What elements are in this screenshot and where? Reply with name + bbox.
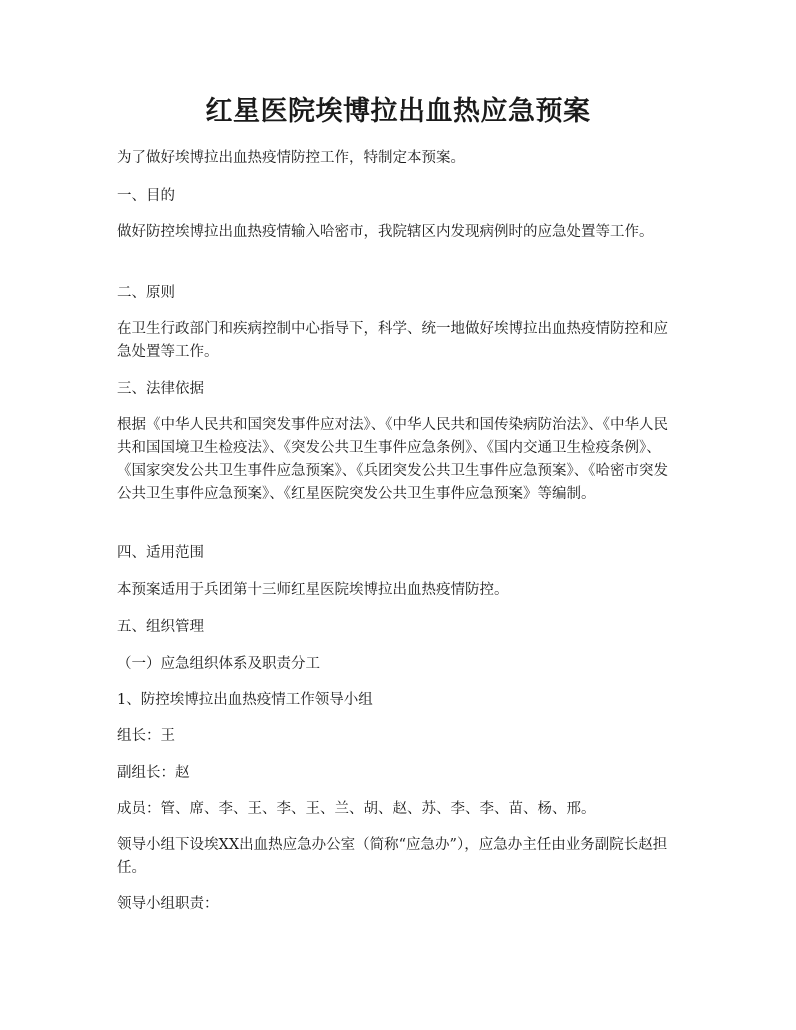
purpose-paragraph: 做好防控埃博拉出血热疫情输入哈密市，我院辖区内发现病例时的应急处置等工作。: [117, 224, 654, 240]
subsection-heading-structure: （一）应急组织体系及职责分工: [117, 656, 320, 672]
section-heading-purpose: 一、目的: [117, 188, 175, 204]
intro-paragraph: 为了做好埃博拉出血热疫情防控工作，特制定本预案。: [117, 150, 465, 166]
office-paragraph: 领导小组下设埃XX出血热应急办公室（简称“应急办”），应急办主任由业务副院长赵担任。: [117, 837, 668, 876]
section-heading-scope: 四、适用范围: [117, 545, 204, 561]
group-leader-line: 组长：王: [117, 728, 175, 744]
section-heading-organization: 五、组织管理: [117, 619, 204, 635]
group-duties-heading: 领导小组职责：: [117, 896, 219, 912]
section-heading-legal-basis: 三、法律依据: [117, 381, 204, 397]
document-title: 红星医院埃博拉出血热应急预案: [205, 96, 591, 127]
deputy-leader-line: 副组长：赵: [117, 765, 190, 781]
legal-basis-paragraph: 根据《中华人民共和国突发事件应对法》、《中华人民共和国传染病防治法》、《中华人民共和国国境卫生检疫法》、《突发公共卫生事件应急条例》、《国内交通卫生检疫条例》、《国家突发公共卫生事件应急预案》、《兵团突发公共卫生事件应急预案》、《哈密市突发公共卫生事件应急预案》、《红星医院突发公共卫生事件应急预案》等编制。: [117, 417, 668, 502]
section-heading-principle: 二、原则: [117, 285, 175, 301]
members-line: 成员：管、席、李、王、李、王、兰、胡、赵、苏、李、李、苗、杨、邢。: [117, 801, 596, 817]
item-leading-group: 1、防控埃博拉出血热疫情工作领导小组: [117, 692, 373, 708]
principle-paragraph: 在卫生行政部门和疾病控制中心指导下，科学、统一地做好埃博拉出血热疫情防控和应急处置等工作。: [117, 321, 668, 360]
scope-paragraph: 本预案适用于兵团第十三师红星医院埃博拉出血热疫情防控。: [117, 582, 509, 598]
